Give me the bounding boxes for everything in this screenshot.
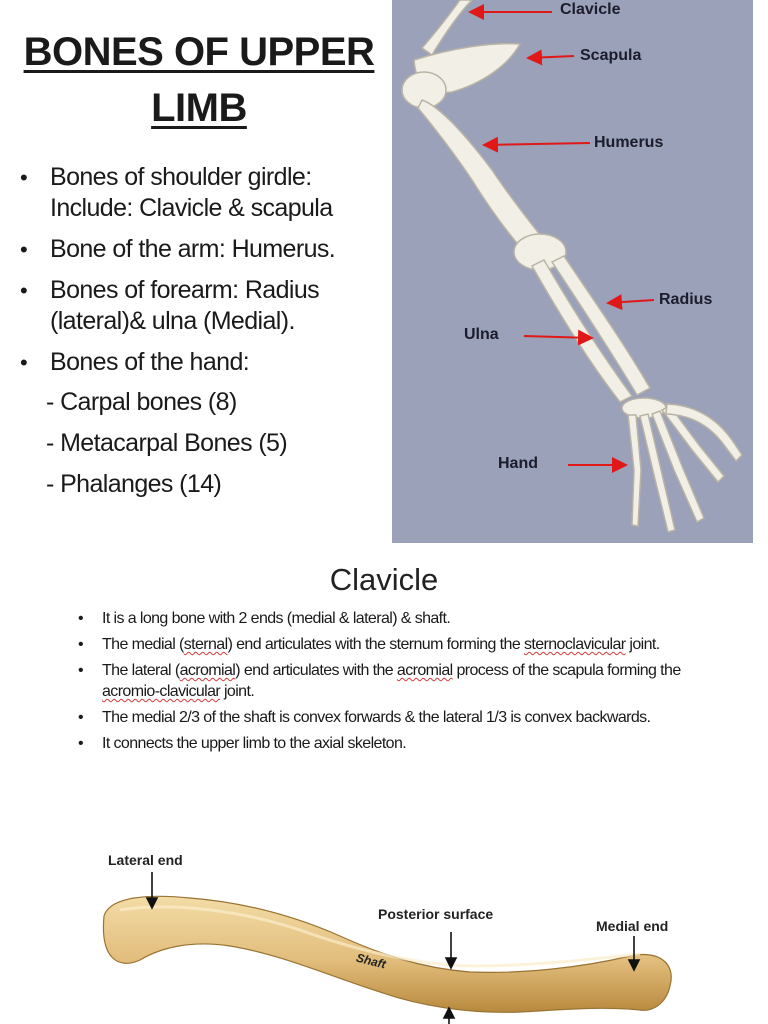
bullet-dot-icon: • (78, 636, 84, 653)
bullet-text: The medial ( (102, 636, 184, 653)
label-medial-end: Medial end (596, 918, 669, 934)
bullet-forearm (20, 275, 392, 337)
spellcheck-word: sternoclavicular (523, 636, 626, 653)
bullet-hand (20, 347, 392, 501)
hand-subitem-list (46, 386, 392, 501)
label-ulna: Ulna (464, 326, 499, 343)
subitem-metacarpal: - Metacarpal Bones (5) (46, 429, 288, 457)
spellcheck-word: acromial (396, 662, 453, 679)
bones-bullet-list (20, 162, 392, 511)
spellcheck-word: acromio-clavicular (102, 683, 221, 700)
bullet-dot-icon: • (20, 165, 28, 190)
bullet-line: Bone of the arm: Humerus. (50, 235, 336, 263)
subitem-phalanges: - Phalanges (14) (46, 470, 222, 498)
label-shaft: Shaft (354, 950, 388, 972)
bullet-text: ) end articulates with the (235, 662, 397, 679)
clavicle-bullet (74, 634, 714, 655)
title-line-2: LIMB (151, 86, 247, 130)
bullet-line: Include: Clavicle & scapula (50, 194, 333, 222)
bullet-shoulder-girdle (20, 162, 392, 224)
label-humerus: Humerus (594, 134, 664, 151)
spellcheck-word: acromial (179, 662, 236, 679)
bullet-text: joint. (625, 636, 660, 653)
bullet-dot-icon: • (78, 709, 84, 726)
bullet-text: process of the scapula forming the (452, 662, 681, 679)
arm-skeleton-image (392, 0, 753, 543)
radius-arrow (608, 300, 654, 303)
bullet-dot-icon: • (20, 278, 28, 303)
clavicle-bullet (74, 608, 714, 629)
bullet-text: The lateral ( (102, 662, 180, 679)
label-clavicle: Clavicle (560, 1, 621, 18)
bones-group (402, 0, 742, 532)
arm-skeleton-drawing (392, 0, 753, 543)
label-radius: Radius (659, 291, 713, 308)
bullet-dot-icon: • (20, 350, 28, 375)
label-hand: Hand (498, 455, 538, 472)
bullet-text: joint. (220, 683, 255, 700)
clavicle-bullet (74, 733, 714, 754)
bullet-text: It connects the upper limb to the axial skeleton. (102, 735, 407, 752)
bullet-arm (20, 234, 392, 265)
bullet-line: (lateral)& ulna (Medial). (50, 307, 295, 335)
subitem-carpal: - Carpal bones (8) (46, 388, 237, 416)
title-line-1: BONES OF UPPER (23, 30, 375, 74)
bullet-dot-icon: • (78, 610, 84, 627)
bullet-text: ) end articulates with the sternum forming the (227, 636, 524, 653)
clavicle-bone (422, 0, 472, 55)
bullet-dot-icon: • (20, 237, 28, 262)
humerus-bone (418, 100, 544, 256)
humerus-arrow (484, 143, 590, 145)
clavicle-bullet-list (74, 608, 714, 759)
slide-title: Clavicle (329, 562, 439, 597)
bullet-line: Bones of shoulder girdle: (50, 163, 312, 191)
clavicle-image (0, 836, 768, 1024)
bullet-line: Bones of the hand: (50, 348, 250, 376)
ulna-bone (532, 260, 632, 402)
label-posterior-surface: Posterior surface (378, 906, 494, 922)
bullet-dot-icon: • (78, 662, 84, 679)
clavicle-bullet (74, 707, 714, 728)
label-lateral-end: Lateral end (108, 852, 183, 868)
spellcheck-word: sternal (183, 636, 228, 653)
finger-bone (640, 414, 675, 532)
clavicle-bullet (74, 660, 714, 702)
scapula-arrow (528, 56, 574, 58)
finger-bone (628, 415, 641, 526)
bullet-text: The medial 2/3 of the shaft is convex forwards & the lateral 1/3 is convex backwards. (102, 709, 651, 726)
bullet-text: It is a long bone with 2 ends (medial & lateral) & shaft. (102, 610, 451, 627)
bullet-line: Bones of forearm: Radius (50, 276, 320, 304)
bullet-dot-icon: • (78, 735, 84, 752)
slide-title (14, 24, 384, 136)
label-scapula: Scapula (580, 47, 642, 64)
slide-clavicle (0, 546, 768, 1024)
